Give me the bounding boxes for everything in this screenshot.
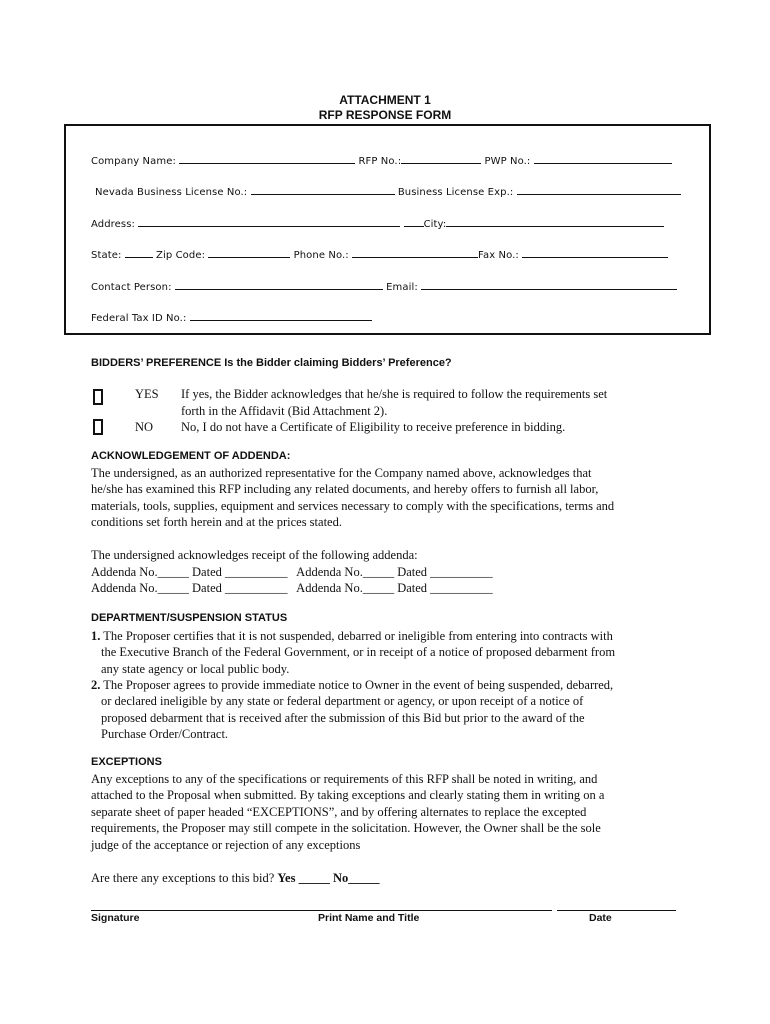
state-label: State: xyxy=(91,250,122,261)
company-name-row xyxy=(91,154,672,167)
state-field[interactable] xyxy=(125,248,153,258)
tax-id-row xyxy=(91,311,372,324)
no-checkbox[interactable] xyxy=(93,419,103,435)
phone-field[interactable] xyxy=(352,248,478,258)
yes-checkbox[interactable] xyxy=(93,389,103,405)
suspension-line: or declared ineligible by any state or federal department or agency, or upon receipt of a notice of xyxy=(101,694,584,709)
suspension-line: any state agency or local public body. xyxy=(101,661,290,676)
nv-license-label: Nevada Business License No.: xyxy=(95,187,248,198)
contact-row xyxy=(91,280,677,293)
exceptions-line: requirements, the Proposer may still compete in the solicitation. However, the Owner shall be the sole xyxy=(91,821,601,836)
signature-line[interactable] xyxy=(91,910,552,911)
addenda-paragraph xyxy=(91,465,614,531)
page-title: ATTACHMENT 1 xyxy=(339,93,431,107)
date-line[interactable] xyxy=(557,910,676,911)
exceptions-no[interactable]: No_____ xyxy=(332,871,380,885)
item-2-number: 2. xyxy=(91,678,101,692)
tax-id-label: Federal Tax ID No.: xyxy=(91,313,187,324)
addenda-row[interactable]: Addenda No._____ Dated __________ Addenda No._____ Dated __________ xyxy=(91,581,493,595)
rfp-no-label: RFP No.: xyxy=(358,156,402,167)
page-subtitle: RFP RESPONSE FORM xyxy=(318,108,452,122)
date-label: Date xyxy=(589,912,612,924)
exceptions-yes[interactable]: Yes _____ xyxy=(277,871,330,885)
no-text: No, I do not have a Certificate of Eligibility to receive preference in bidding. xyxy=(181,420,566,434)
addenda-para-line: he/she has examined this RFP including any related documents, and hereby offers to furnish all labor, xyxy=(91,482,599,497)
addenda-receipt-text: The undersigned acknowledges receipt of the following addenda: xyxy=(91,548,418,562)
address-field[interactable] xyxy=(138,217,400,227)
exceptions-line: attached to the Proposal when submitted. By taking exceptions and clearly stating them in writing on a xyxy=(91,788,605,803)
suspension-item-1 xyxy=(91,628,615,677)
fax-label: Fax No.: xyxy=(478,250,519,261)
zip-label: Zip Code: xyxy=(156,250,206,261)
addenda-para-line: The undersigned, as an authorized representative for the Company named above, acknowledges that xyxy=(91,466,592,480)
addenda-para-line: conditions set forth herein and at the prices stated. xyxy=(91,515,342,530)
item-1-number: 1. xyxy=(91,629,101,643)
exceptions-question-row xyxy=(91,870,380,886)
license-exp-field[interactable] xyxy=(517,185,681,195)
tax-id-field[interactable] xyxy=(190,311,372,321)
company-name-label: Company Name: xyxy=(91,156,176,167)
exceptions-line: Any exceptions to any of the specifications or requirements of this RFP shall be noted in writing, and xyxy=(91,772,598,786)
print-name-label: Print Name and Title xyxy=(318,912,420,924)
contact-field[interactable] xyxy=(175,280,383,290)
yes-text-line-1: If yes, the Bidder acknowledges that he/she is required to follow the requirements set xyxy=(181,387,608,401)
exceptions-line: separate sheet of paper headed “EXCEPTIONS”, and by offering alternates to replace the excepted xyxy=(91,804,587,819)
signature-label: Signature xyxy=(91,912,140,924)
license-exp-label: Business License Exp.: xyxy=(397,187,514,198)
suspension-heading: DEPARTMENT/SUSPENSION STATUS xyxy=(91,612,288,624)
exceptions-line: judge of the acceptance or rejection of any exceptions xyxy=(91,837,361,852)
suspension-line: Purchase Order/Contract. xyxy=(101,727,229,742)
yes-text-line-2: forth in the Affidavit (Bid Attachment 2). xyxy=(181,404,388,418)
city-label: City: xyxy=(423,219,447,230)
suspension-item-2 xyxy=(91,677,613,743)
exceptions-question: Are there any exceptions to this bid? xyxy=(91,871,275,885)
exceptions-paragraph xyxy=(91,771,604,853)
city-field[interactable] xyxy=(446,217,664,227)
suspension-line: The Proposer agrees to provide immediate notice to Owner in the event of being suspended, debarred, xyxy=(103,678,614,692)
rfp-no-field[interactable] xyxy=(401,154,481,164)
address-field-2[interactable] xyxy=(404,217,424,227)
pwp-no-field[interactable] xyxy=(534,154,672,164)
address-label: Address: xyxy=(91,219,135,230)
zip-field[interactable] xyxy=(208,248,290,258)
address-row xyxy=(91,217,664,230)
addenda-para-line: materials, tools, supplies, equipment and services necessary to comply with the specifications, terms and xyxy=(91,498,615,513)
email-label: Email: xyxy=(386,282,418,293)
suspension-line: the Executive Branch of the Federal Government, or in receipt of a notice of proposed debarment from xyxy=(101,645,616,660)
contact-label: Contact Person: xyxy=(91,282,172,293)
email-field[interactable] xyxy=(421,280,677,290)
addenda-heading: ACKNOWLEDGEMENT OF ADDENDA: xyxy=(91,450,291,462)
state-row xyxy=(91,248,668,261)
suspension-line: The Proposer certifies that it is not suspended, debarred or ineligible from entering into contracts with xyxy=(103,629,613,643)
fax-field[interactable] xyxy=(522,248,668,258)
company-name-field[interactable] xyxy=(179,154,355,164)
preference-heading: BIDDERS’ PREFERENCE Is the Bidder claiming Bidders’ Preference? xyxy=(91,357,452,369)
addenda-row[interactable]: Addenda No._____ Dated __________ Addenda No._____ Dated __________ xyxy=(91,565,493,579)
nv-license-field[interactable] xyxy=(251,185,395,195)
yes-label: YES xyxy=(135,387,159,401)
exceptions-heading: EXCEPTIONS xyxy=(91,756,162,768)
license-row xyxy=(95,185,681,198)
no-label: NO xyxy=(135,420,154,434)
suspension-line: proposed debarment that is received after the submission of this Bid but prior to the award of the xyxy=(101,710,585,725)
phone-label: Phone No.: xyxy=(293,250,349,261)
pwp-no-label: PWP No.: xyxy=(484,156,531,167)
